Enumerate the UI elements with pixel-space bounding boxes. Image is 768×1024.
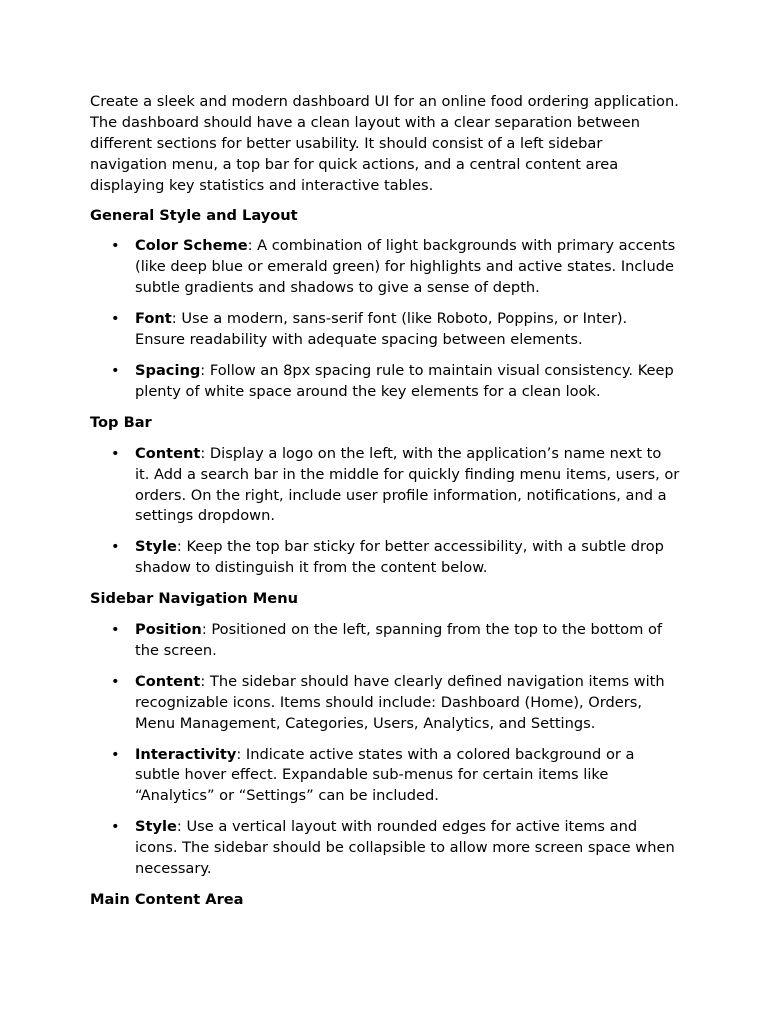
bullet-list-top-bar xyxy=(90,444,678,579)
section-heading-main-content: Main Content Area xyxy=(90,891,244,908)
item-text: : Follow an 8px spacing rule to maintain visual consistency. Keep plenty of white space around the key elements for a clean look. xyxy=(135,361,674,400)
list-item xyxy=(90,236,680,299)
bullet-dot: • xyxy=(111,310,120,328)
item-term: Style xyxy=(135,538,177,556)
item-text: : Use a vertical layout with rounded edges for active items and icons. The sidebar should be collapsible to allow more screen space when necessary. xyxy=(135,818,675,878)
item-text: : Indicate active states with a colored background or a subtle hover effect. Expandable sub-menus for certain items like “Analytics” or “Settings” can be included. xyxy=(135,745,635,805)
item-text: : The sidebar should have clearly defined navigation items with recognizable icons. Items should include: Dashboard (Home), Orders, Menu Management, Categories, Users, Analytics, and Settings. xyxy=(135,672,665,732)
list-item xyxy=(90,672,680,735)
bullet-dot: • xyxy=(111,818,120,836)
list-item xyxy=(90,620,680,662)
bullet-dot: • xyxy=(111,621,120,639)
item-text: : A combination of light backgrounds with primary accents (like deep blue or emerald green) for highlights and active states. Include subtle gradients and shadows to give a sense of depth. xyxy=(135,237,676,297)
bullet-list-general-style xyxy=(90,236,678,402)
item-term: Style xyxy=(135,818,177,836)
item-term: Position xyxy=(135,621,202,639)
item-term: Spacing xyxy=(135,361,201,379)
bullet-dot: • xyxy=(111,538,120,556)
item-text: : Positioned on the left, spanning from the top to the bottom of the screen. xyxy=(135,621,663,659)
item-term: Content xyxy=(135,672,201,690)
bullet-dot: • xyxy=(111,444,120,462)
item-text: : Use a modern, sans-serif font (like Roboto, Poppins, or Inter). Ensure readability with adequate spacing between elements. xyxy=(135,310,628,349)
section-heading-sidebar-navigation: Sidebar Navigation Menu xyxy=(90,590,298,608)
item-term: Font xyxy=(135,310,172,328)
intro-paragraph: Create a sleek and modern dashboard UI for an online food ordering application. The dashboard should have a clean layout with a clear separation between different sections for better usability. It should consist of a left sidebar navigation menu, a top bar for quick actions, and a central content area displaying key statistics and interactive tables. xyxy=(90,93,679,194)
list-item xyxy=(90,361,680,403)
item-text: : Keep the top bar sticky for better accessibility, with a subtle drop shadow to distinguish it from the content below. xyxy=(135,538,664,577)
bullet-dot: • xyxy=(111,745,120,763)
section-heading-general-style: General Style and Layout xyxy=(90,206,298,224)
bullet-dot: • xyxy=(111,237,120,255)
bullet-list-sidebar-navigation xyxy=(90,620,678,880)
item-term: Color Scheme xyxy=(135,237,248,255)
item-term: Content xyxy=(135,444,201,462)
list-item xyxy=(90,745,680,808)
list-item xyxy=(90,537,680,579)
section-heading-top-bar: Top Bar xyxy=(90,413,152,431)
bullet-dot: • xyxy=(111,672,120,690)
item-term: Interactivity xyxy=(135,745,237,763)
item-text: : Display a logo on the left, with the application’s name next to it. Add a search bar in the middle for quickly finding menu items, users, or orders. On the right, include user profile information, notifications, and a settings dropdown. xyxy=(135,444,680,525)
list-item xyxy=(90,444,680,528)
bullet-dot: • xyxy=(111,361,120,379)
list-item xyxy=(90,309,680,351)
list-item xyxy=(90,817,680,880)
